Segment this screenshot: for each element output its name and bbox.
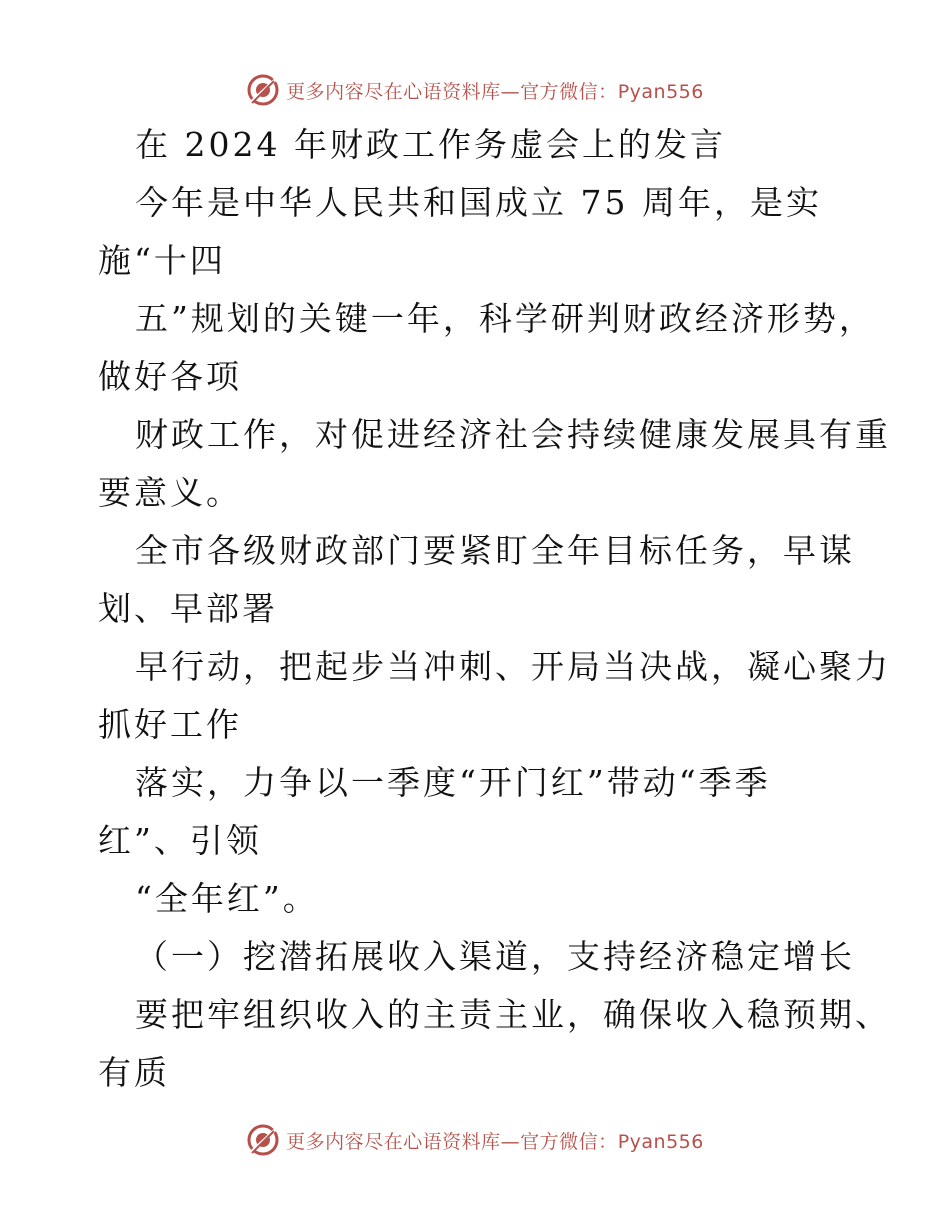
paragraph-line: 施“十四 [98,241,226,280]
document-title: 在 2024 年财政工作务虚会上的发言 [135,125,726,164]
paragraph-line: 要把牢组织收入的主责主业，确保收入稳预期、 [135,995,891,1034]
paragraph-line: 做好各项 [98,357,242,396]
logo-icon [246,73,280,107]
paragraph-line: 今年是中华人民共和国成立 75 周年，是实 [135,183,822,222]
footer-banner [0,1120,950,1160]
paragraph-line: 五”规划的关键一年，科学研判财政经济形势， [135,299,875,338]
banner-text: 更多内容尽在心语资料库—官方微信：Pyan556 [286,80,704,103]
paragraph-line: 落实，力争以一季度“开门红”带动“季季 [135,763,771,802]
section-heading: （一）挖潜拓展收入渠道，支持经济稳定增长 [135,937,855,976]
paragraph-line: 财政工作，对促进经济社会持续健康发展具有重 [135,415,891,454]
paragraph-line: 抓好工作 [98,705,242,744]
banner-text: 更多内容尽在心语资料库—官方微信：Pyan556 [286,1130,704,1153]
paragraph-line: 早行动，把起步当冲刺、开局当决战，凝心聚力 [135,647,891,686]
paragraph-line: 全市各级财政部门要紧盯全年目标任务，早谋 [135,531,855,570]
header-banner [0,70,950,110]
paragraph-line: 划、早部署 [98,589,278,628]
paragraph-line: 红”、引领 [98,821,262,860]
paragraph-line: 要意义。 [98,473,242,512]
paragraph-line: “全年红”。 [135,879,319,918]
paragraph-line: 有质 [98,1053,170,1092]
logo-icon [246,1123,280,1157]
